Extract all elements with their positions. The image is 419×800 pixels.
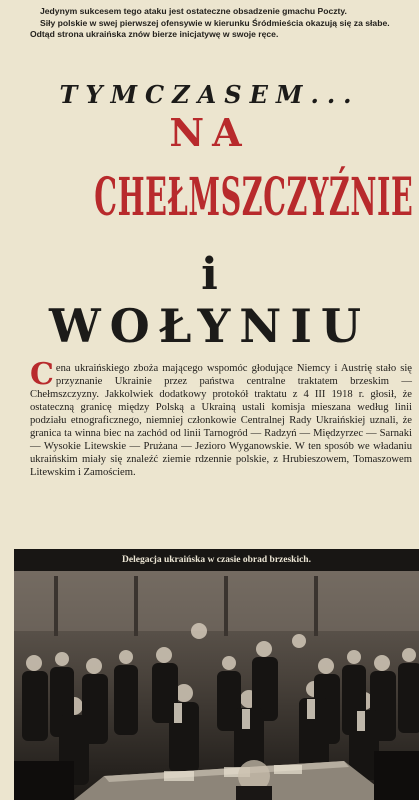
article-text: ena ukraińskiego zboża mającego wspomóc głodujące Niemcy i Austrię stało się przyznanie Ukrainie przez państwa centralne traktatem brzeskim — Chełmszczyzny. Jakkolwiek dodatkowy protokół traktatu z 4 III 1918 r. głosił, że ostateczną granicę między Polską a Ukrainą ustali komisja mieszana według linii podziału etnograficznego, niemniej członkowie Centralnej Rady Ukraińskiej uznali, że granica ta winna biec na zachód od linii Tarnogród — Radzyń — Międzyrzec — Sarnaki — Wysokie Litewskie — Prużana — Jezioro Wyganowskie. W ten sposób we władaniu ukraińskim miały się znaleźć ziemie rdzennie polskie, z Hrubieszowem, Tomaszowem Litewskim i Zamościem. <box>30 363 412 478</box>
article-body <box>30 357 412 479</box>
headline-na: NA <box>169 110 250 155</box>
drop-cap: C <box>30 357 54 392</box>
intro-text <box>30 6 410 41</box>
photo-image <box>14 571 419 800</box>
historical-photo <box>14 549 419 800</box>
photo-caption: Delegacja ukraińska w czasie obrad brzeskich. <box>14 549 419 571</box>
intro-paragraph-2: Siły polskie w swej pierwszej ofensywie w kierunku Śródmieścia okazują się za słabe. Odtąd strona ukraińska znów bierze inicjatywę w swoje ręce. <box>30 17 390 39</box>
headline-kicker: TYMCZASEM... <box>59 80 360 109</box>
headline-region-1: CHEŁMSZCZYŹNIE <box>94 167 414 228</box>
intro-paragraph-1: Jedynym sukcesem tego ataku jest ostateczne obsadzenie gmachu Poczty. <box>40 6 347 16</box>
headline-region-2: WOŁYNIU <box>49 299 370 353</box>
headline-conjunction: i <box>201 249 218 300</box>
